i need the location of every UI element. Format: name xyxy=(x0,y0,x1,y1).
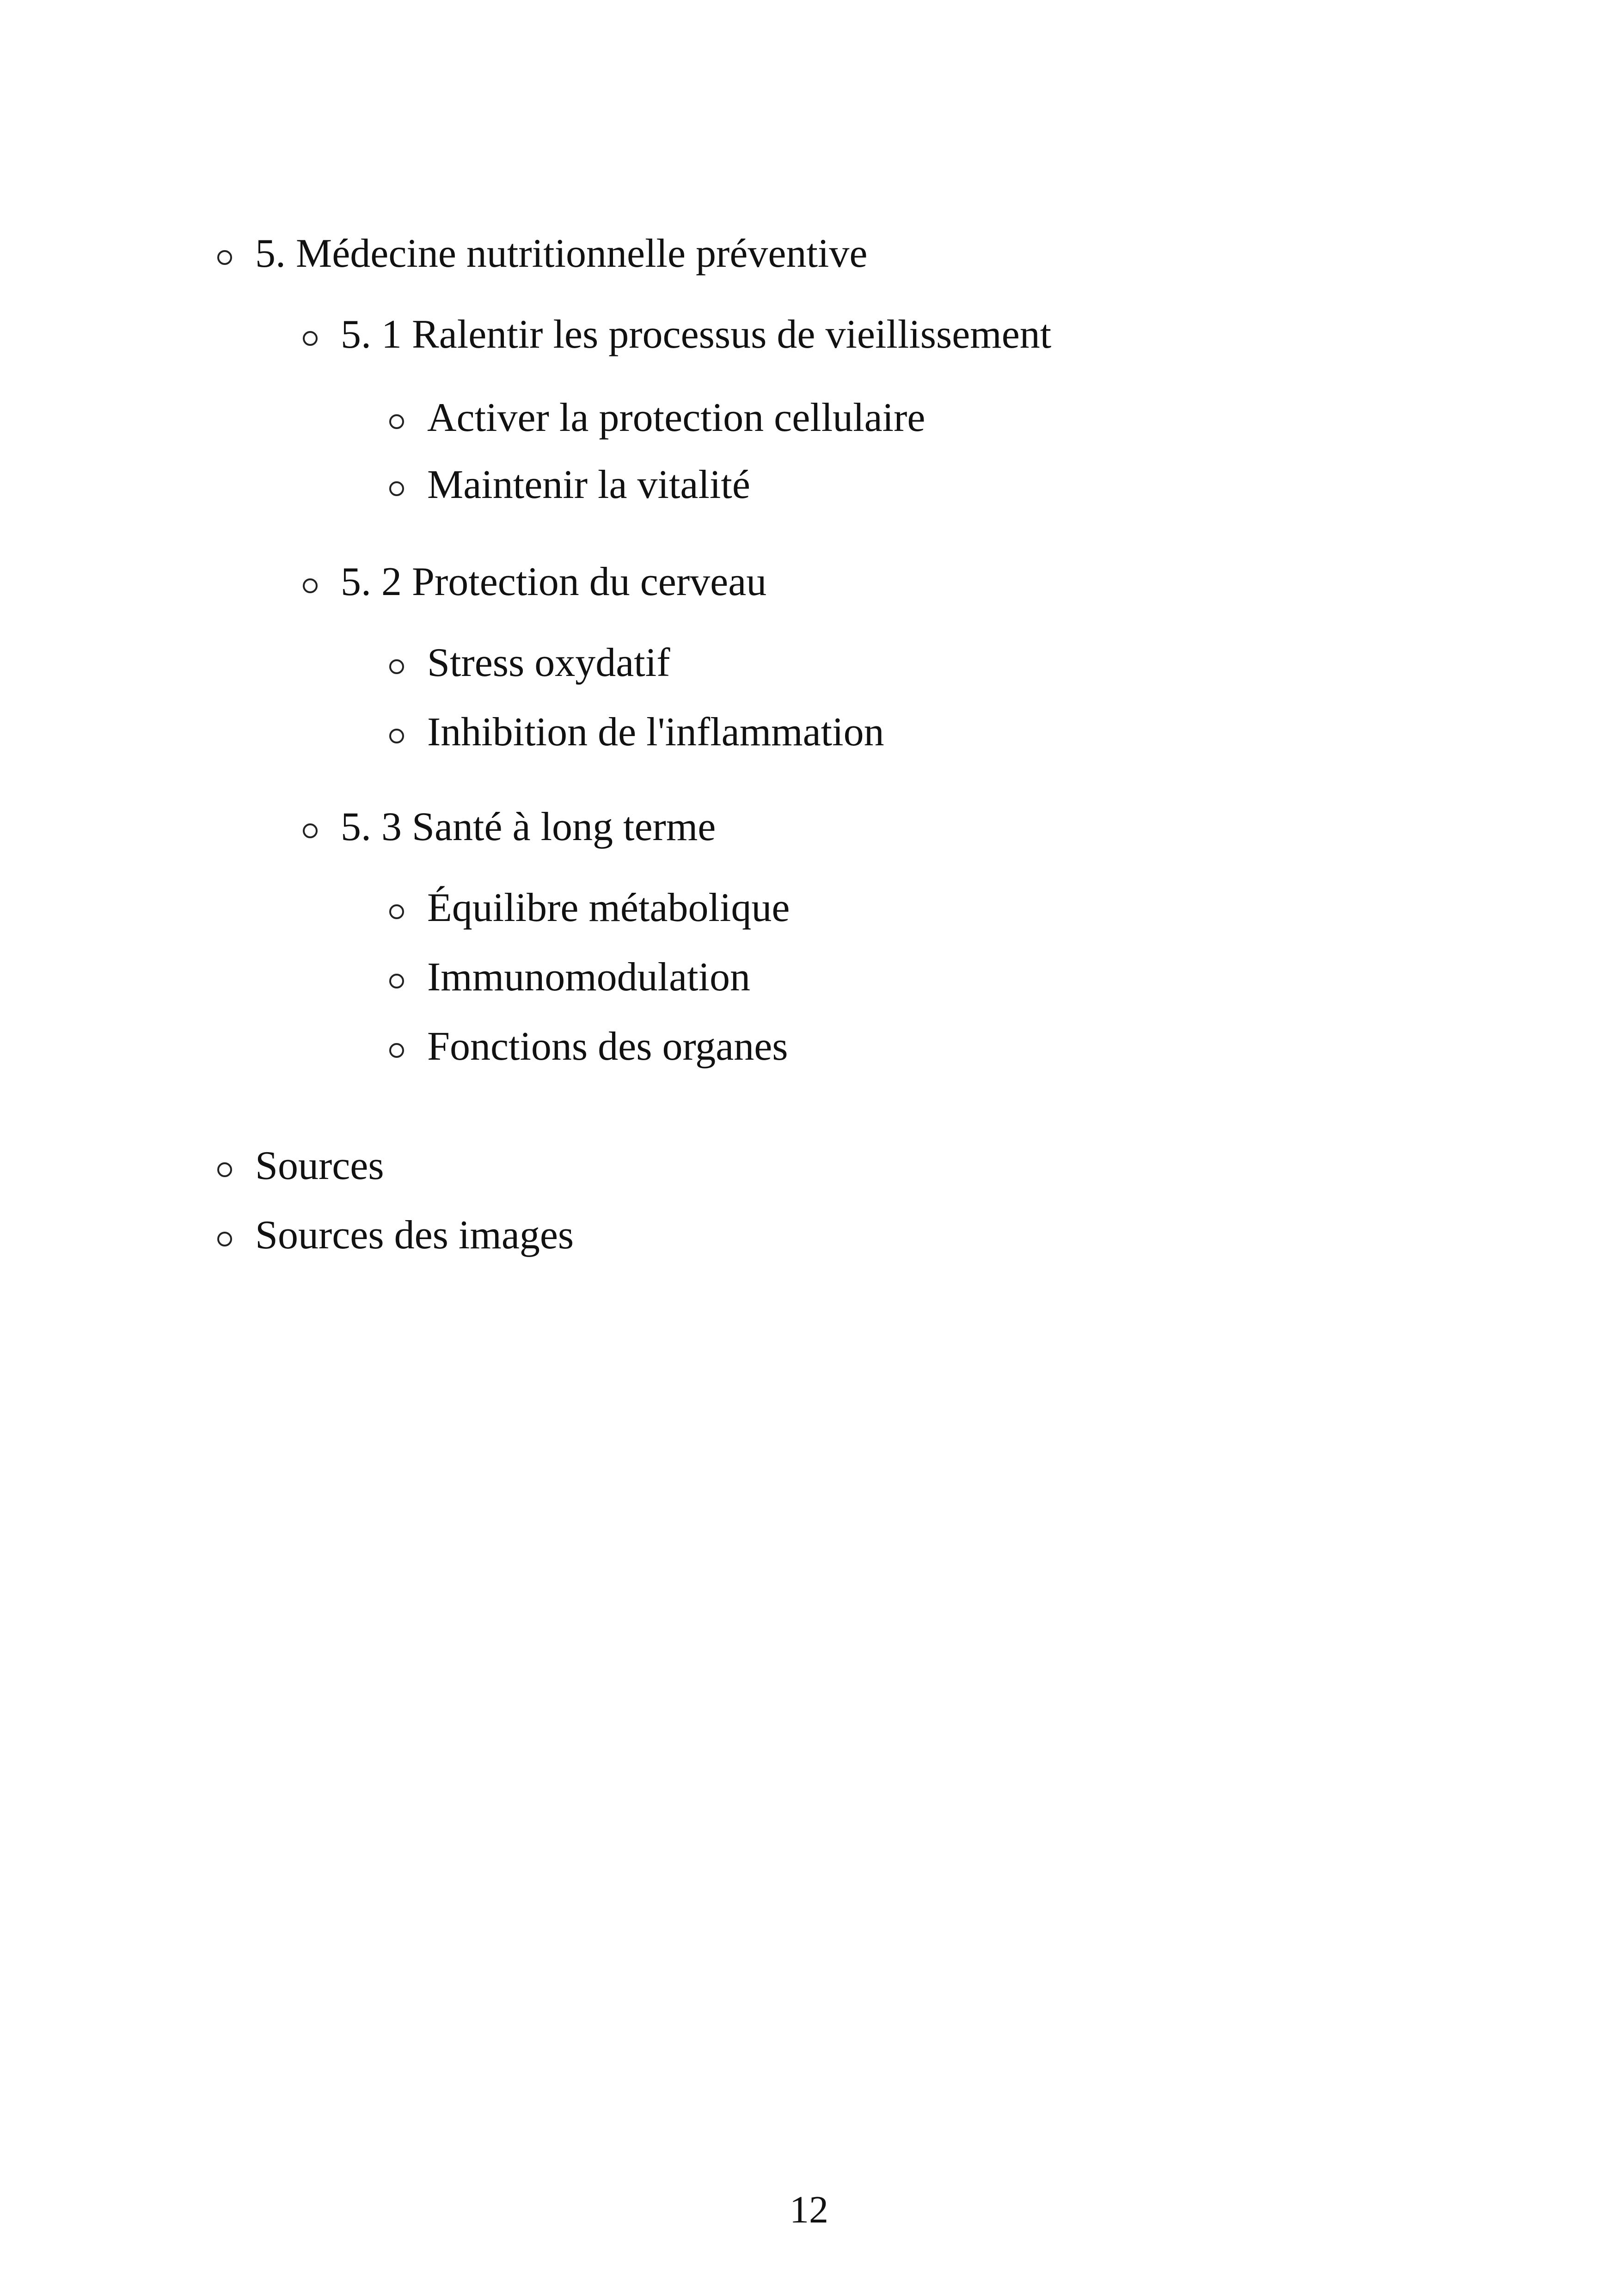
circle-bullet-icon xyxy=(303,823,318,838)
toc-entry-label: Fonctions des organes xyxy=(427,1024,788,1069)
toc-entry-sources[interactable] xyxy=(217,1143,384,1188)
toc-entry-section-5-1[interactable] xyxy=(303,314,1051,355)
circle-bullet-icon xyxy=(389,974,404,988)
toc-entry-label: 5. 2 Protection du cerveau xyxy=(341,559,767,604)
toc-entry-label: 5. 1 Ralentir les processus de vieillissement xyxy=(341,312,1052,357)
toc-entry-immunomodulation[interactable] xyxy=(389,957,750,998)
toc-entry-organ-functions[interactable] xyxy=(389,1026,788,1067)
toc-entry-section-5-3[interactable] xyxy=(303,804,716,849)
toc-entry-label: Maintenir la vitalité xyxy=(427,462,750,507)
toc-entry-label: Activer la protection cellulaire xyxy=(427,395,925,440)
toc-entry-label: Sources xyxy=(255,1143,384,1188)
circle-bullet-icon xyxy=(389,481,404,496)
circle-bullet-icon xyxy=(217,1162,232,1177)
circle-bullet-icon xyxy=(217,250,232,265)
circle-bullet-icon xyxy=(389,659,404,674)
toc-entry-label: Stress oxydatif xyxy=(427,640,670,685)
toc-entry-inflammation[interactable] xyxy=(389,712,884,753)
circle-bullet-icon xyxy=(389,904,404,919)
toc-entry-section-5[interactable] xyxy=(217,233,867,274)
circle-bullet-icon xyxy=(303,578,318,593)
toc-entry-image-sources[interactable] xyxy=(217,1215,574,1256)
toc-entry-label: Inhibition de l'inflammation xyxy=(427,710,884,755)
toc-entry-cell-protection[interactable] xyxy=(389,395,925,440)
toc-entry-label: Immunomodulation xyxy=(427,955,751,1000)
page-number: 12 xyxy=(790,2188,828,2231)
circle-bullet-icon xyxy=(389,729,404,743)
circle-bullet-icon xyxy=(389,414,404,429)
toc-entry-section-5-2[interactable] xyxy=(303,559,767,604)
circle-bullet-icon xyxy=(303,331,318,346)
toc-entry-vitality[interactable] xyxy=(389,462,750,507)
toc-entry-oxidative-stress[interactable] xyxy=(389,640,670,685)
toc-entry-metabolic-balance[interactable] xyxy=(389,885,790,930)
toc-entry-label: Sources des images xyxy=(255,1213,574,1258)
toc-entry-label: 5. Médecine nutritionnelle préventive xyxy=(255,231,868,276)
toc-entry-label: 5. 3 Santé à long terme xyxy=(341,804,716,849)
circle-bullet-icon xyxy=(217,1232,232,1246)
circle-bullet-icon xyxy=(389,1043,404,1058)
toc-entry-label: Équilibre métabolique xyxy=(427,885,790,930)
